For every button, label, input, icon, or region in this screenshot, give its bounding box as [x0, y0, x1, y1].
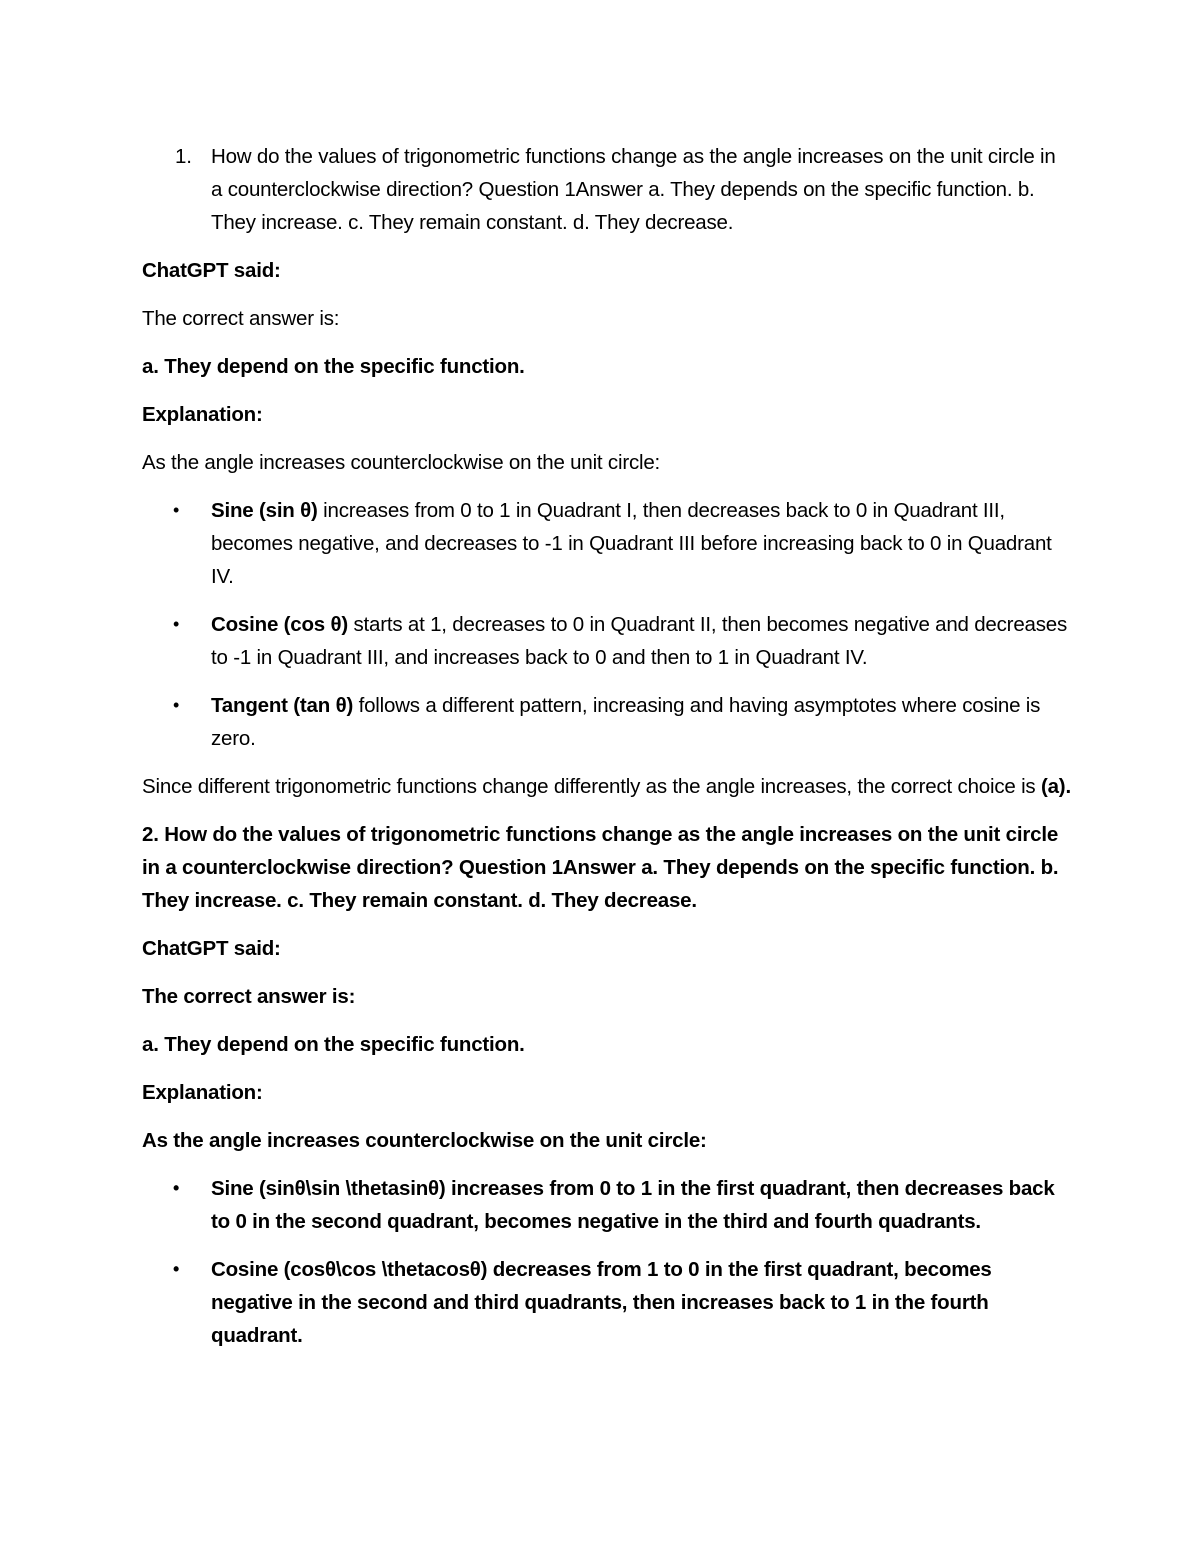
bullet-icon: •	[173, 1178, 180, 1198]
list-item	[142, 1253, 1072, 1352]
question-1-number: 1.	[175, 145, 192, 168]
conclusion	[142, 770, 1072, 803]
correct-answer-intro-2: The correct answer is:	[142, 985, 356, 1008]
question-1-text: How do the values of trigonometric functions change as the angle increases on the unit circle in a counterclockwise direction? Question 1Answer a. They depends on the specific function. b. They increase. c. They remain constant. d. They decrease.	[211, 145, 1056, 234]
bullet-icon: •	[173, 614, 180, 634]
question-1	[142, 140, 1072, 239]
function-bullet-list-2	[142, 1172, 1072, 1352]
bullet-text: follows a different pattern, increasing and having asymptotes where cosine is zero.	[211, 694, 1041, 750]
conclusion-text: Since different trigonometric functions change differently as the angle increases, the correct choice is	[142, 775, 1041, 798]
explanation-label: Explanation:	[142, 403, 263, 426]
document-page	[142, 140, 1072, 1367]
conclusion-choice: (a)	[1040, 775, 1066, 798]
bullet-icon: •	[173, 1259, 180, 1279]
correct-answer-2: a. They depend on the specific function.	[142, 1033, 525, 1056]
list-item	[142, 689, 1072, 755]
chatgpt-said-label: ChatGPT said:	[142, 259, 281, 282]
bullet-term: Cosine (cos θ)	[211, 613, 348, 636]
bullet-text: increases from 0 to 1 in Quadrant I, then decreases back to 0 in Quadrant III, becomes negative, and decreases to -1 in Quadrant III before increasing back to 0 in Quadrant IV.	[211, 499, 1052, 588]
correct-answer: a. They depend on the specific function.	[142, 355, 525, 378]
bullet-text: Sine (sinθ\sin \thetasinθ) increases from 0 to 1 in the first quadrant, then decreases back to 0 in the second quadrant, becomes negative in the third and fourth quadrants.	[211, 1177, 1055, 1233]
list-item	[142, 1172, 1072, 1238]
list-item	[142, 608, 1072, 674]
question-2: 2. How do the values of trigonometric functions change as the angle increases on the unit circle in a counterclockwise direction? Question 1Answer a. They depends on the specific function. b. They increase. c. They remain constant. d. They decrease.	[142, 823, 1059, 912]
bullet-term: Sine (sin θ)	[211, 499, 318, 522]
bullet-text: Cosine (cosθ\cos \thetacosθ) decreases from 1 to 0 in the first quadrant, becomes negative in the second and third quadrants, then increases back to 1 in the fourth quadrant.	[211, 1258, 992, 1347]
correct-answer-intro: The correct answer is:	[142, 307, 340, 330]
bullet-text: starts at 1, decreases to 0 in Quadrant II, then becomes negative and decreases to -1 in Quadrant III, and increases back to 0 and then to 1 in Quadrant IV.	[211, 613, 1068, 669]
list-item	[142, 494, 1072, 593]
bullet-icon: •	[173, 695, 180, 715]
bullet-term: Tangent (tan θ)	[211, 694, 354, 717]
bullet-icon: •	[173, 500, 180, 520]
function-bullet-list	[142, 494, 1072, 755]
explanation-lead-2: As the angle increases counterclockwise on the unit circle:	[142, 1129, 707, 1152]
explanation-lead: As the angle increases counterclockwise on the unit circle:	[142, 451, 661, 474]
conclusion-end: .	[1065, 775, 1071, 798]
explanation-label-2: Explanation:	[142, 1081, 263, 1104]
chatgpt-said-label-2: ChatGPT said:	[142, 937, 281, 960]
